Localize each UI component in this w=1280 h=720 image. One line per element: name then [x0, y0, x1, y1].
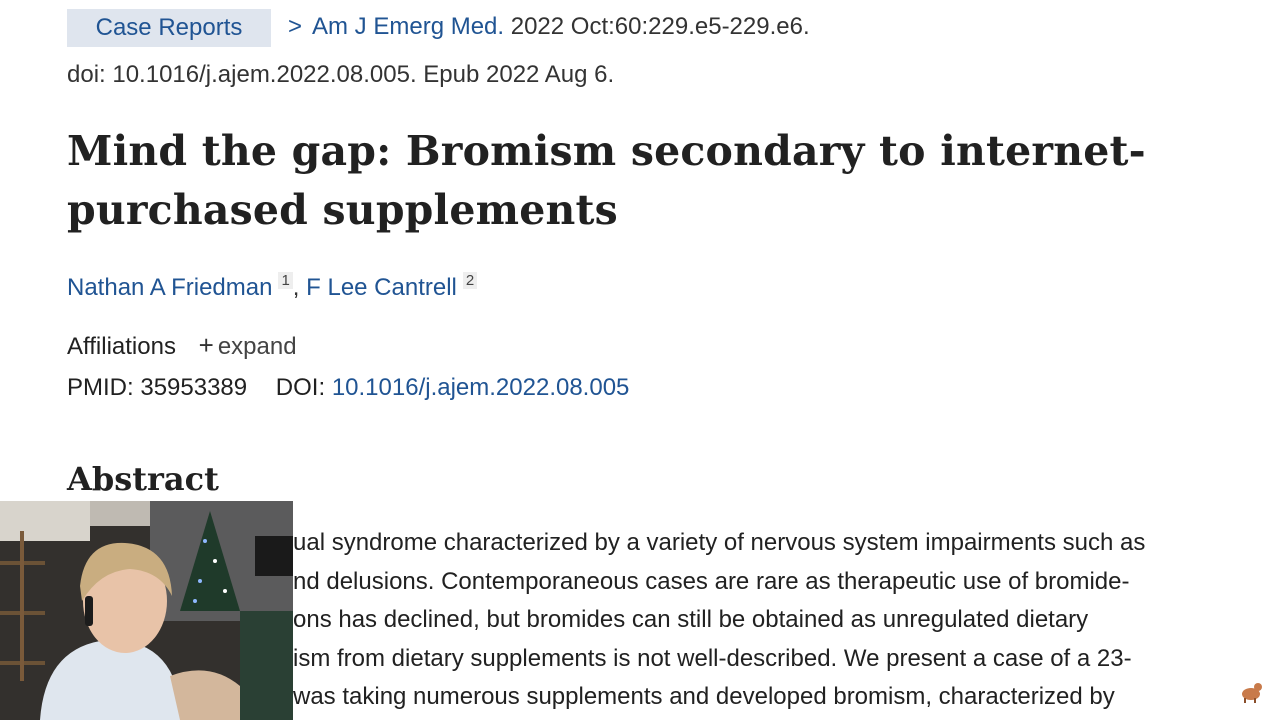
pmid-label: PMID: [67, 374, 134, 401]
expand-affiliations-button[interactable] [183, 330, 297, 360]
plus-icon: + [198, 330, 214, 360]
abstract-line: ual syndrome characterized by a variety of nervous system impairments such as [293, 529, 1146, 556]
affiliations-row [67, 330, 297, 361]
abstract-line: was taking numerous supplements and developed bromism, characterized by [293, 683, 1115, 710]
pmid-value: 35953389 [140, 374, 248, 401]
webcam-scene [0, 501, 293, 720]
expand-label: expand [217, 333, 297, 360]
abstract-line: nd delusions. Contemporaneous cases are rare as therapeutic use of bromide- [293, 567, 1130, 595]
doi-epub-line: doi: 10.1016/j.ajem.2022.08.005. Epub 2022 Aug 6. [67, 61, 615, 88]
author-separator: , [292, 274, 300, 301]
affiliations-label: Affiliations [67, 333, 176, 360]
author-link[interactable]: F Lee Cantrell [306, 274, 457, 301]
webcam-overlay [0, 501, 293, 720]
identifiers-row [67, 374, 629, 402]
abstract-text [293, 526, 1145, 719]
author-link[interactable]: Nathan A Friedman [67, 274, 273, 301]
animal-icon [1238, 678, 1264, 704]
citation-line [288, 13, 810, 41]
author-list [67, 272, 477, 302]
abstract-heading: Abstract [67, 460, 219, 498]
abstract-line: ism from dietary supplements is not well-described. We present a case of a 23- [293, 644, 1132, 672]
citation-details: 2022 Oct:60:229.e5-229.e6. [510, 13, 810, 40]
journal-link[interactable]: Am J Emerg Med. [312, 13, 505, 40]
abstract-line: ons has declined, but bromides can still be obtained as unregulated dietary [293, 606, 1089, 633]
doi-link[interactable]: 10.1016/j.ajem.2022.08.005 [331, 374, 630, 401]
doi-label: DOI: [275, 374, 326, 401]
chevron-right-icon: > [288, 13, 303, 40]
affiliation-marker[interactable]: 2 [463, 272, 477, 289]
affiliation-marker[interactable]: 1 [278, 272, 292, 289]
publication-type-badge[interactable] [67, 9, 271, 47]
article-title: Mind the gap: Bromism secondary to internet-purchased supplements [67, 127, 1146, 234]
publication-type-label: Case Reports [95, 14, 243, 41]
